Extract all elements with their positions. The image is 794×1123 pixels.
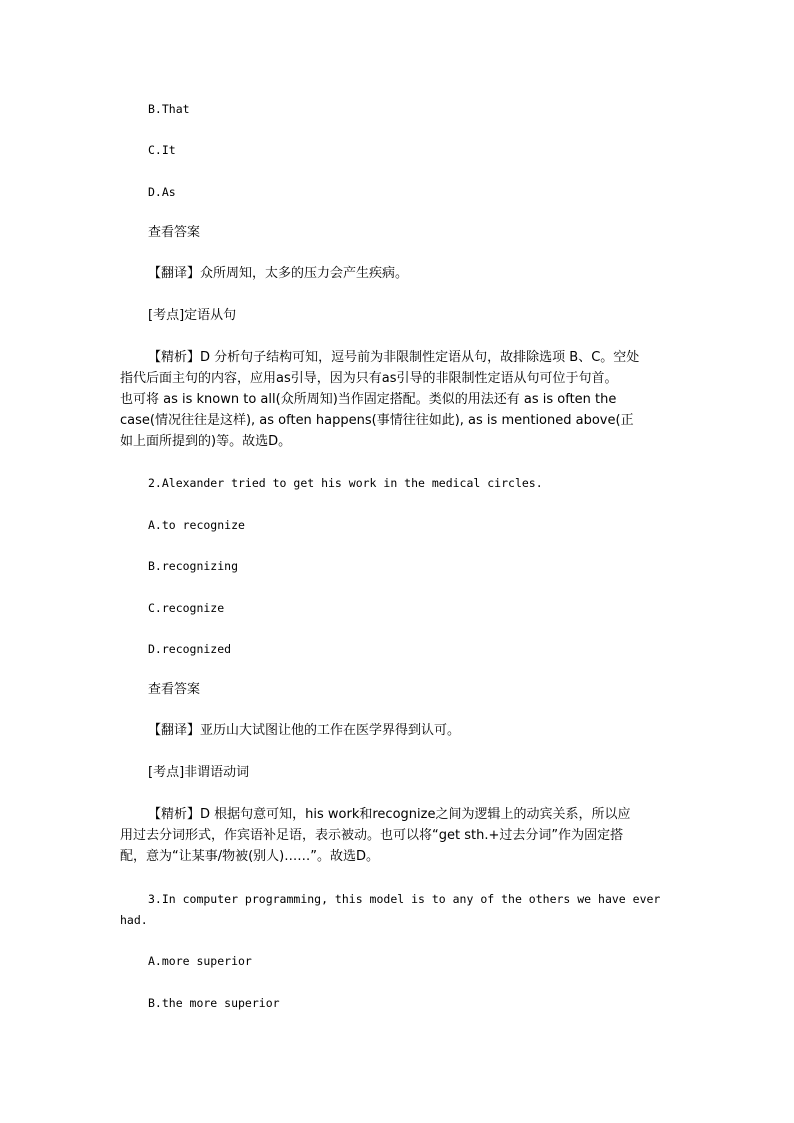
q1-topic: [考点]定语从句 (148, 308, 237, 323)
q2-option-d: D.recognized (148, 642, 232, 656)
q3-option-b: B.the more superior (148, 996, 280, 1010)
q1-analysis-line: 指代后面主句的内容，应用as引导，因为只有as引导的非限制性定语从句可位于句首。 (120, 371, 618, 386)
q1-analysis-line: 如上面所提到的)等。故选D。 (120, 434, 292, 449)
q2-analysis-line: 用过去分词形式，作宾语补足语，表示被动。也可以将“get sth.+过去分词”作为固定搭 (120, 828, 624, 843)
q2-view-answer-link[interactable]: 查看答案 (148, 682, 201, 697)
q2-option-a: A.to recognize (148, 518, 245, 532)
q2-option-c: C.recognize (148, 601, 225, 615)
q3-question-line: 3.In computer programming, this model is to any of the others we have ever (148, 892, 661, 906)
q2-translation: 【翻译】亚历山大试图让他的工作在医学界得到认可。 (148, 723, 461, 738)
q3-option-a: A.more superior (148, 954, 252, 968)
q2-question: 2.Alexander tried to get his work in the medical circles. (148, 476, 543, 490)
q1-option-c: C.It (148, 143, 176, 157)
q3-question-line: had. (120, 913, 148, 927)
q1-option-d: D.As (148, 185, 176, 199)
q1-analysis-line: 【精析】D 分析句子结构可知，逗号前为非限制性定语从句，故排除选项 B、C。空处 (148, 350, 640, 365)
q2-analysis-line: 配，意为“让某事/物被(别人)……”。故选D。 (120, 849, 380, 864)
q1-option-b: B.That (148, 102, 190, 116)
q2-analysis-line: 【精析】D 根据句意可知，his work和recognize之间为逻辑上的动宾关系，所以应 (148, 807, 631, 822)
q1-translation: 【翻译】众所周知，太多的压力会产生疾病。 (148, 266, 409, 281)
q2-topic: [考点]非谓语动词 (148, 765, 250, 780)
q1-analysis-line: case(情况往往是这样), as often happens(事情往往如此), as is mentioned above(正 (120, 413, 634, 428)
q2-option-b: B.recognizing (148, 559, 239, 573)
q1-analysis-line: 也可将 as is known to all(众所周知)当作固定搭配。类似的用法还有 as is often the (120, 392, 617, 407)
q1-view-answer-link[interactable]: 查看答案 (148, 225, 201, 240)
